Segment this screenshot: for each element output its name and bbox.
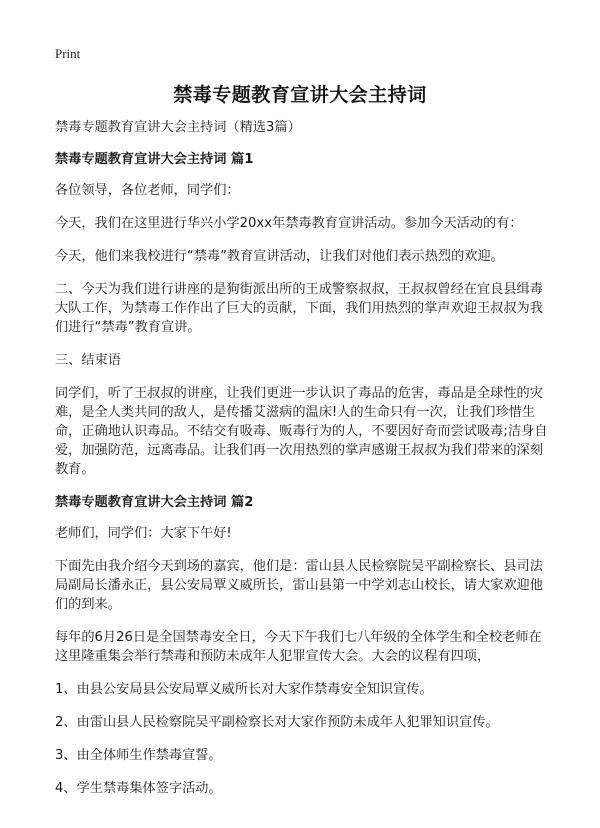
- paragraph: 老师们，同学们：大家下午好!: [55, 526, 232, 541]
- print-label[interactable]: Print: [55, 46, 81, 61]
- paragraph: 1、由县公安局县公安局覃义威所长对大家作禁毒安全知识宣传。: [55, 682, 433, 697]
- paragraph: 三、结束语: [55, 353, 121, 368]
- paragraph: 下面先由我介绍今天到场的嘉宾，他们是：雷山县人民检察院吴平副检察长、县司法局副局长潘永正，县公安局覃义威所长，雷山县第一中学刘志山校长，请大家欢迎他们的到来。: [55, 559, 543, 612]
- paragraph: 每年的6月26日是全国禁毒安全日，今天下午我们七八年级的全体学生和全校老师在这里隆重集会举行禁毒和预防未成年人犯罪宣传大会。大会的议程有四项，: [55, 630, 542, 664]
- section-heading: 禁毒专题教育宣讲大会主持词 篇2: [55, 495, 254, 510]
- paragraph: 今天，我们在这里进行华兴小学20xx年禁毒教育宣讲活动。参加今天活动的有：: [55, 216, 523, 231]
- document-subtitle: 禁毒专题教育宣讲大会主持词（精选3篇）: [55, 120, 301, 135]
- paragraph: 各位领导，各位老师，同学们：: [55, 183, 240, 198]
- page-title: 禁毒专题教育宣讲大会主持词: [173, 84, 427, 106]
- paragraph: 今天，他们来我校进行“禁毒”教育宣讲活动，让我们对他们表示热烈的欢迎。: [55, 249, 504, 264]
- section-heading: 禁毒专题教育宣讲大会主持词 篇1: [55, 152, 254, 167]
- paragraph: 3、由全体师生作禁毒宣誓。: [55, 748, 222, 763]
- paragraph: 二、今天为我们进行讲座的是狗街派出所的王成警察叔叔，王叔叔曾经在宜良县缉毒大队工作，为禁毒工作作出了巨大的贡献，下面，我们用热烈的掌声欢迎王叔叔为我们进行“禁毒”教育宣讲。: [55, 282, 543, 335]
- document-body: [55, 118, 550, 812]
- paragraph: 同学们，听了王叔叔的讲座，让我们更进一步认识了毒品的危害，毒品是全球性的灾难，是全人类共同的敌人，是传播艾滋病的温床!人的生命只有一次，让我们珍惜生命，正确地认识毒品。不结交有吸毒、贩毒行为的人，不要因好奇而尝试吸毒;洁身自爱，加强防范，远离毒品。让我们再一次用热烈的掌声感谢王叔叔为我们带来的深刻教育。: [55, 386, 548, 477]
- paragraph: 2、由雷山县人民检察院吴平副检察长对大家作预防未成年人犯罪知识宣传。: [55, 715, 499, 730]
- paragraph: 4、学生禁毒集体签字活动。: [55, 781, 222, 796]
